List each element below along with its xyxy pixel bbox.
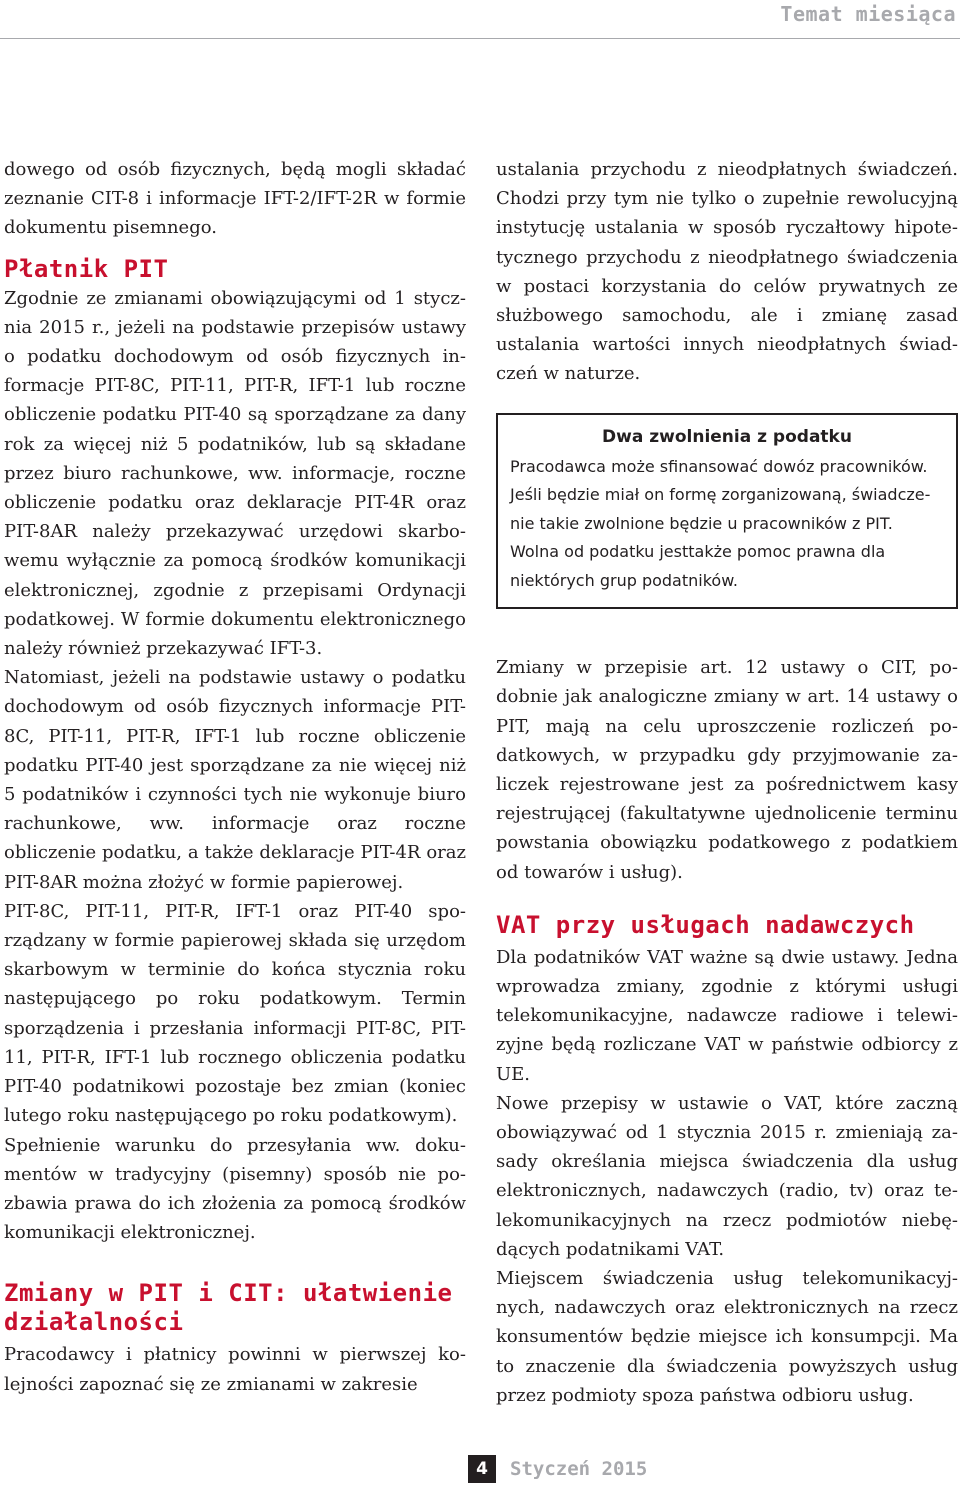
paragraph-continuation: ustalania przychodu z nieodpłatnych świadczeń. Chodzi przy tym nie tylko o zupełnie rewolucyjną instytucję ustalania w sposób ryczałtowy hipotetycznego przychodu z nieodpłatnego świadczenia w postaci korzystania do celów prywatnych ze służbowego samochodu, ale i zmianę zasad ustalania wartości innych nieodpłatnych świadczeń w naturze. (496, 159, 958, 385)
page-number: 4 (468, 1455, 496, 1483)
paragraph: Zgodnie ze zmianami obowiązującymi od 1 stycznia 2015 r., jeżeli na podstawie przepisów ustawy o podatku dochodowym od osób fizycznych informacje PIT-8C, PIT-11, PIT-R, IFT-1 lub roczne obliczenie podatku PIT-40 są sporządzane za dany rok za więcej niż 5 podatników, lub są składane przez biuro rachunkowe, ww. informacje, roczne obliczenie podatku oraz deklaracje PIT-4R oraz PIT-8AR należy przekazywać urzędowi skarbowemu wyłącznie za pomocą środków komunikacji elektronicznej, zgodnie z przepisami Ordynacji podatkowej. W formie dokumentu elektronicznego należy również przekazywać IFT-3. (4, 287, 466, 660)
heading-platnik-pit: Płatnik PIT (4, 254, 169, 283)
section-label: Temat miesiąca (780, 2, 956, 26)
paragraph: Dla podatników VAT ważne są dwie ustawy. Jedna wprowadza zmiany, zgodnie z którymi usługi telekomunikacyjne, nadawcze radiowe i telewizyjne będą rozliczane VAT w państwie odbiorcy z UE. (496, 946, 958, 1085)
paragraph: Nowe przepisy w ustawie o VAT, które zaczną obowiązywać od 1 stycznia 2015 r. zmieniają zasady określania miejsca świadczenia dla usług elektronicznych, nadawczych (radio, tv) oraz telekomunikacyjnych na rzecz podmiotów niebędących podatnikami VAT. (496, 1092, 958, 1260)
header-divider (0, 38, 960, 39)
paragraph-continuation: dowego od osób fizycznych, będą mogli składać zeznanie CIT-8 i informacje IFT-2/IFT-2R w formie dokumentu pisemnego. (4, 159, 466, 239)
right-column (496, 155, 958, 1410)
page-footer (468, 1455, 647, 1483)
heading-vat: VAT przy usługach nadawczych (496, 910, 915, 939)
paragraph: Zmiany w przepisie art. 12 ustawy o CIT, podobnie jak analogiczne zmiany w art. 14 ustawy o PIT, mają na celu uproszczenie rozliczeń podatkowych, w przypadku gdy przyjmowanie zaliczek rejestrowane jest za pośrednictwem kasy rejestrującej (fakultatywne ujednolicenie terminu powstania obowiązku podatkowego z podatkiem od towarów i usług). (496, 657, 958, 883)
paragraph: Pracodawcy i płatnicy powinni w pierwszej kolejności zapoznać się ze zmianami w zakresie (4, 1344, 466, 1395)
left-column (4, 155, 466, 1399)
sidebar-title: Dwa zwolnienia z podatku (602, 426, 852, 447)
paragraph: Natomiast, jeżeli na podstawie ustawy o podatku dochodowym od osób fizycznych informacje PIT-8C, PIT-11, PIT-R, IFT-1 lub roczne obliczenie podatku PIT-40 jest sporządzane za nie więcej niż 5 podatników i czynności tych nie wykonuje biuro rachunkowe, ww. informacje oraz roczne obliczenie podatku, a także deklaracje PIT-4R oraz PIT-8AR można złożyć w formie papierowej. (4, 667, 466, 893)
paragraph: PIT-8C, PIT-11, PIT-R, IFT-1 oraz PIT-40 sporządzany w formie papierowej składa się urzędom skarbowym w terminie do końca stycznia roku następującego po roku podatkowym. Termin sporządzenia i przesłania informacji PIT-8C, PIT-11, PIT-R, IFT-1 lub rocznego obliczenia podatku PIT-40 podatnikowi pozostaje bez zmian (koniec lutego roku następującego po roku podatkowym). (4, 900, 466, 1127)
sidebar-text: Pracodawca może sfinansować dowóz pracowników. Jeśli będzie miał on formę zorganizowaną, świadczenie takie zwolnione będzie u pracowników z PIT. Wolna od podatku jesttakże pomoc prawna dla niektórych grup podatników. (510, 456, 931, 590)
paragraph: Miejscem świadczenia usług telekomunikacyjnych, nadawczych oraz elektronicznych na rzecz konsumentów będzie miejsce ich konsumpcji. Ma to znaczenie dla świadczenia powyższych usług przez podmioty spoza państwa odbioru usług. (496, 1267, 958, 1406)
paragraph: Spełnienie warunku do przesyłania ww. dokumentów w tradycyjny (pisemny) sposób nie pozbawia prawa do ich złożenia za pomocą środków komunikacji elektronicznej. (4, 1134, 466, 1244)
sidebar-box (496, 413, 958, 610)
heading-zmiany-pit-cit: Zmiany w PIT i CIT: ułatwienie działalności (4, 1279, 453, 1337)
issue-date: Styczeń 2015 (510, 1458, 648, 1480)
